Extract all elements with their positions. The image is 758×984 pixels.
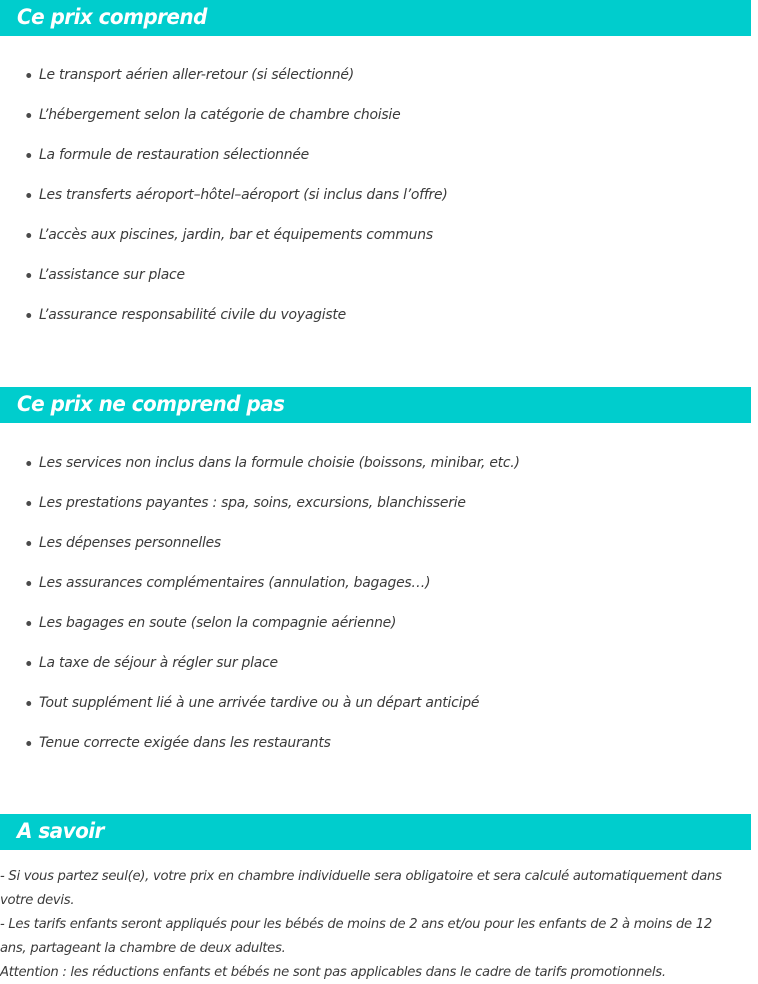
section-header-good-to-know xyxy=(0,814,751,850)
section-title-included: Ce prix comprend xyxy=(17,5,207,31)
section-title-not-included: Ce prix ne comprend pas xyxy=(17,392,285,418)
section-gap xyxy=(0,335,758,387)
section-gap xyxy=(0,763,758,814)
good-to-know-notes xyxy=(0,864,758,984)
list-item: Les dépenses personnelles xyxy=(0,523,739,563)
list-item: Tenue correcte exigée dans les restaurants xyxy=(0,723,739,763)
list-item: L’assistance sur place xyxy=(0,255,739,295)
note-paragraph: - Si vous partez seul(e), votre prix en chambre individuelle sera obligatoire et sera calculé automatiquement dans votre devis. xyxy=(0,868,722,908)
list-item: Les prestations payantes : spa, soins, excursions, blanchisserie xyxy=(0,483,739,523)
list-item: L’accès aux piscines, jardin, bar et équipements communs xyxy=(0,215,739,255)
section-title-good-to-know: A savoir xyxy=(17,819,104,845)
section-header-not-included xyxy=(0,387,751,423)
included-list xyxy=(0,55,758,335)
note-paragraph: - Les tarifs enfants seront appliqués pour les bébés de moins de 2 ans et/ou pour les enfants de 2 à moins de 12 ans, partageant la chambre de deux adultes. xyxy=(0,916,712,956)
list-item: Les services non inclus dans la formule choisie (boissons, minibar, etc.) xyxy=(0,443,739,483)
list-item: Les transferts aéroport–hôtel–aéroport (si inclus dans l’offre) xyxy=(0,175,739,215)
list-item: Les bagages en soute (selon la compagnie aérienne) xyxy=(0,603,739,643)
not-included-list xyxy=(0,443,758,763)
list-item: L’hébergement selon la catégorie de chambre choisie xyxy=(0,95,739,135)
list-item: Tout supplément lié à une arrivée tardive ou à un départ anticipé xyxy=(0,683,739,723)
list-item: La taxe de séjour à régler sur place xyxy=(0,643,739,683)
section-header-included xyxy=(0,0,751,36)
list-item: Le transport aérien aller-retour (si sélectionné) xyxy=(0,55,739,95)
list-item: Les assurances complémentaires (annulation, bagages…) xyxy=(0,563,739,603)
list-item: La formule de restauration sélectionnée xyxy=(0,135,739,175)
list-item: L’assurance responsabilité civile du voyagiste xyxy=(0,295,739,335)
note-paragraph: Attention : les réductions enfants et bébés ne sont pas applicables dans le cadre de tarifs promotionnels. xyxy=(0,964,666,980)
